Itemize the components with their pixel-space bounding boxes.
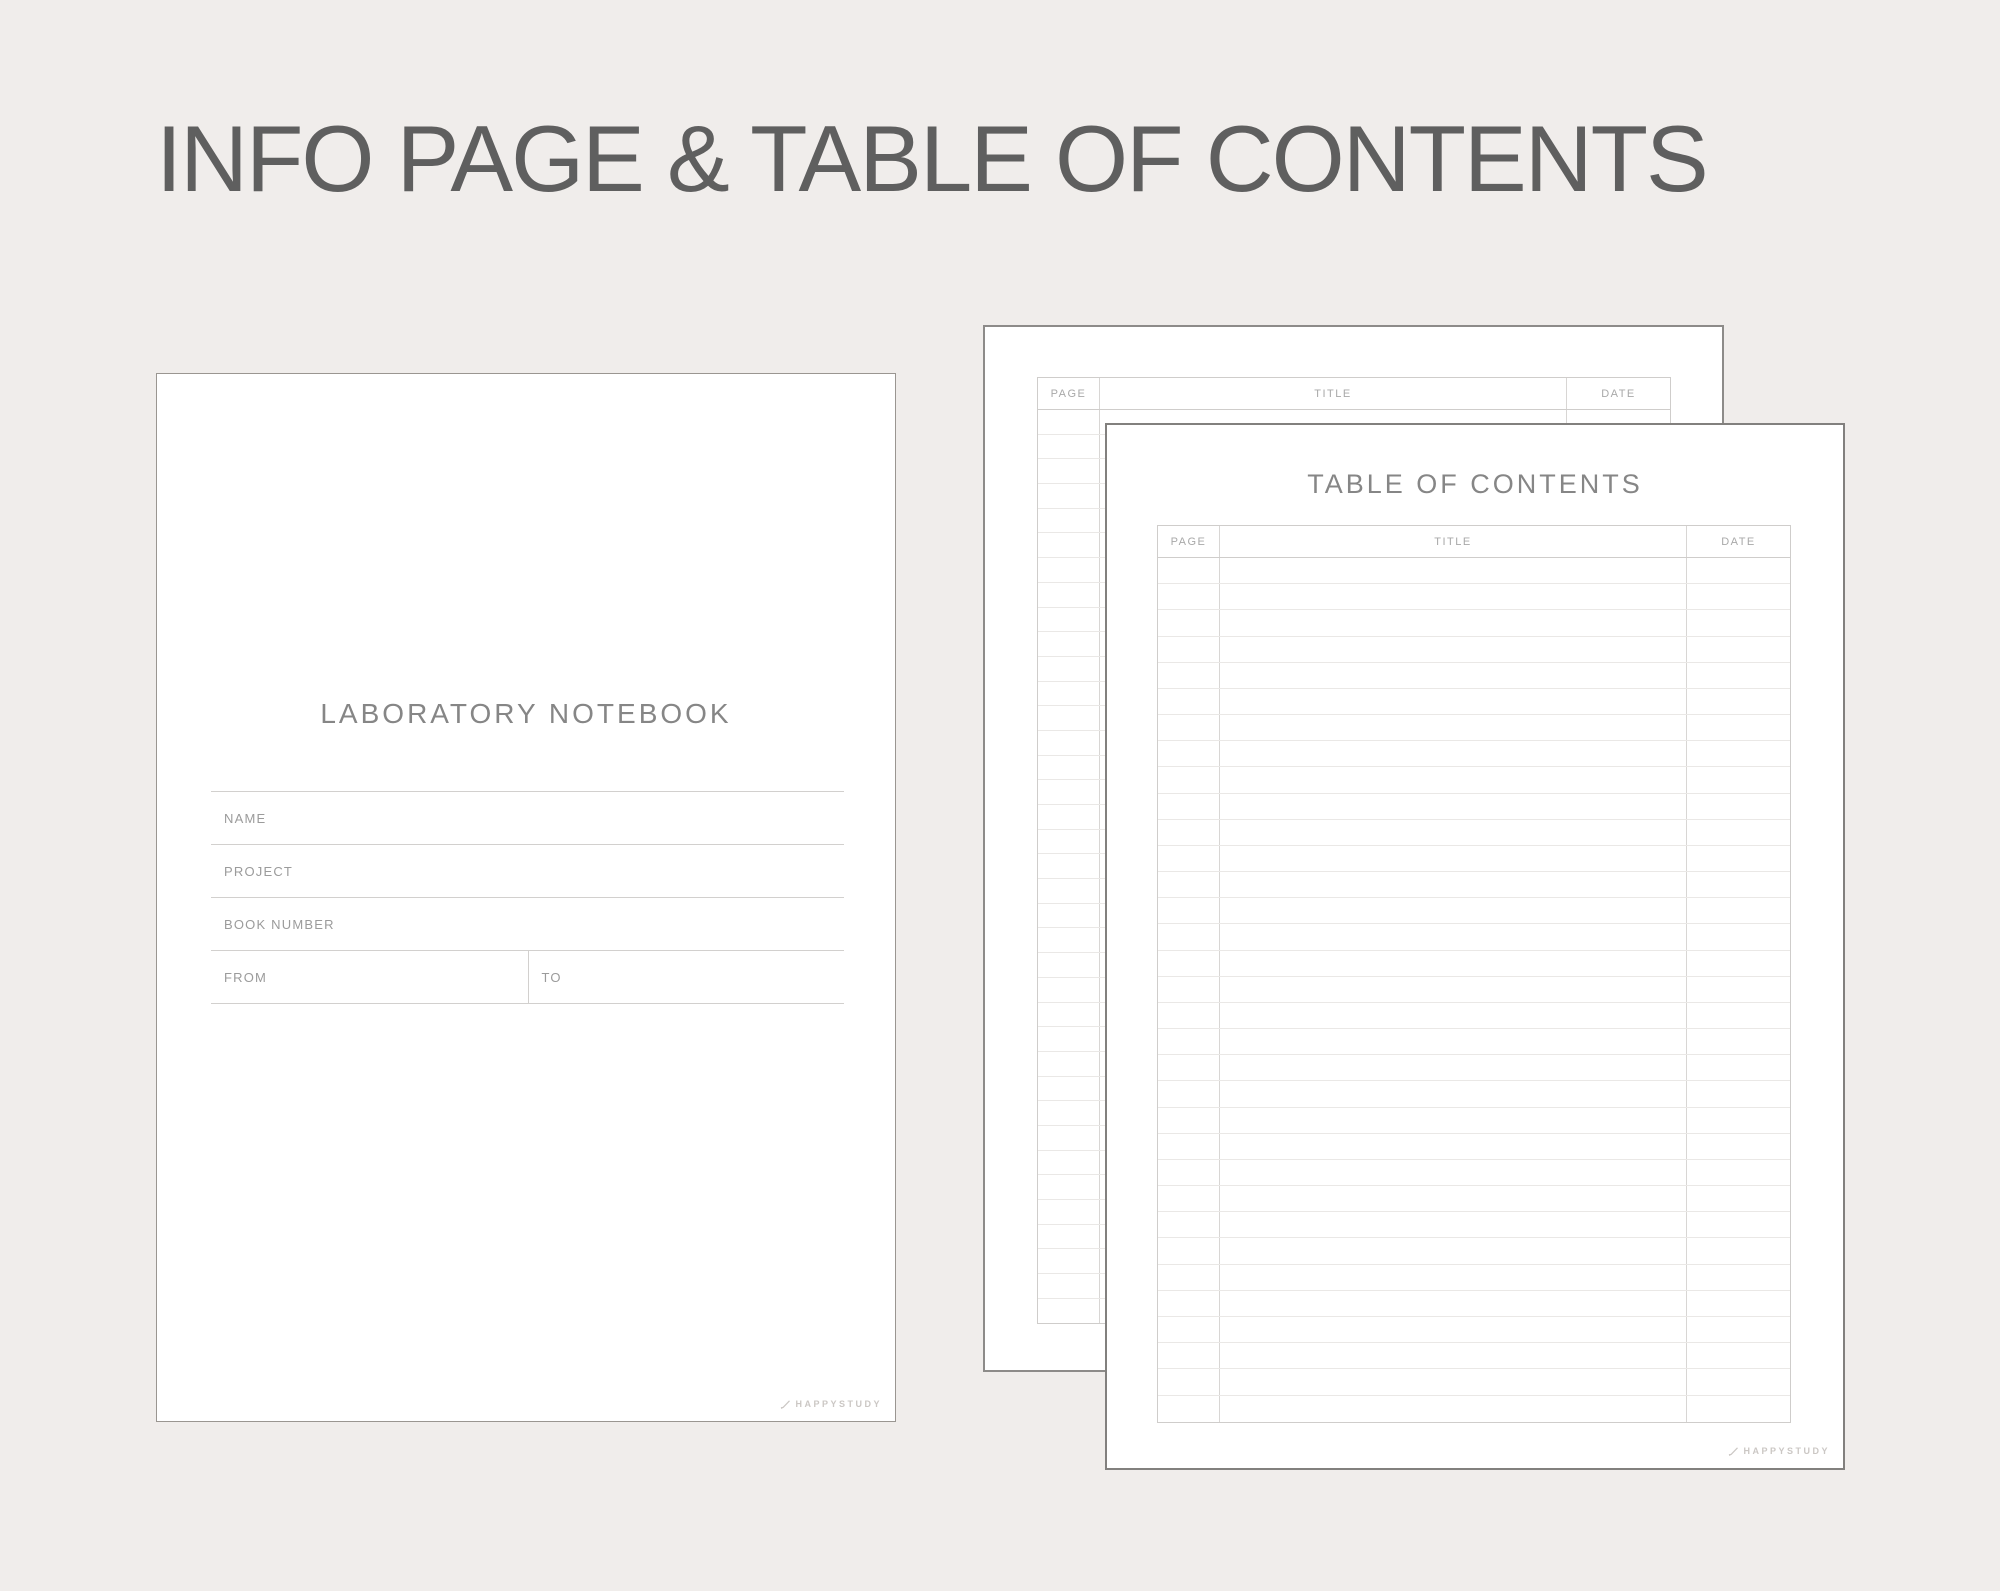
table-cell (1158, 663, 1220, 688)
table-cell (1687, 1343, 1790, 1368)
field-label-from: FROM (224, 969, 268, 985)
table-cell (1038, 459, 1100, 483)
table-cell (1687, 1396, 1790, 1422)
table-cell (1038, 558, 1100, 582)
field-name (211, 792, 844, 845)
table-cell (1158, 872, 1220, 897)
table-cell (1220, 689, 1687, 714)
table-cell (1158, 846, 1220, 871)
table-row (1158, 767, 1790, 793)
table-cell (1038, 830, 1100, 854)
table-row (1158, 1369, 1790, 1395)
table-cell (1687, 1317, 1790, 1342)
table-cell (1687, 1212, 1790, 1237)
table-row (1158, 558, 1790, 584)
table-cell (1158, 637, 1220, 662)
table-cell (1220, 767, 1687, 792)
table-cell (1687, 741, 1790, 766)
field-to (528, 951, 845, 1003)
table-cell (1687, 1055, 1790, 1080)
table-cell (1220, 820, 1687, 845)
table-cell (1687, 1186, 1790, 1211)
table-cell (1687, 610, 1790, 635)
field-from (211, 951, 528, 1003)
table-cell (1220, 1081, 1687, 1106)
table-row (1158, 794, 1790, 820)
table-row (1158, 898, 1790, 924)
table-cell (1220, 872, 1687, 897)
table-row (1158, 951, 1790, 977)
table-cell (1220, 663, 1687, 688)
table-row (1158, 924, 1790, 950)
table-cell (1687, 898, 1790, 923)
table-cell (1220, 846, 1687, 871)
table-cell (1687, 1160, 1790, 1185)
brand-name: HAPPYSTUDY (1743, 1446, 1830, 1456)
column-header-page: PAGE (1158, 526, 1220, 557)
info-page (156, 373, 896, 1422)
page-title: INFO PAGE & TABLE OF CONTENTS (156, 106, 1707, 211)
table-cell (1687, 715, 1790, 740)
table-row (1158, 977, 1790, 1003)
table-cell (1038, 583, 1100, 607)
table-cell (1038, 1249, 1100, 1273)
table-cell (1038, 657, 1100, 681)
table-cell (1158, 1317, 1220, 1342)
table-cell (1220, 741, 1687, 766)
table-row (1158, 1265, 1790, 1291)
table-cell (1038, 805, 1100, 829)
table-cell (1038, 682, 1100, 706)
toc-table-header (1158, 526, 1790, 558)
table-cell (1220, 1212, 1687, 1237)
table-row (1158, 741, 1790, 767)
table-cell (1220, 558, 1687, 583)
table-row (1158, 846, 1790, 872)
table-cell (1687, 663, 1790, 688)
table-row (1158, 1396, 1790, 1422)
table-cell (1687, 584, 1790, 609)
table-cell (1687, 872, 1790, 897)
table-row (1158, 872, 1790, 898)
table-cell (1038, 1151, 1100, 1175)
table-cell (1687, 1108, 1790, 1133)
table-cell (1220, 1029, 1687, 1054)
toc-page-front (1105, 423, 1845, 1470)
table-cell (1687, 767, 1790, 792)
table-cell (1158, 558, 1220, 583)
table-cell (1220, 610, 1687, 635)
table-cell (1687, 637, 1790, 662)
table-cell (1158, 1343, 1220, 1368)
table-cell (1687, 846, 1790, 871)
table-cell (1687, 1238, 1790, 1263)
column-header-date: DATE (1721, 535, 1756, 548)
table-cell (1158, 1186, 1220, 1211)
table-cell (1038, 509, 1100, 533)
table-cell (1220, 637, 1687, 662)
table-cell (1038, 706, 1100, 730)
table-row (1158, 1186, 1790, 1212)
table-row (1158, 1108, 1790, 1134)
table-cell (1220, 794, 1687, 819)
table-cell (1038, 1225, 1100, 1249)
table-cell (1038, 780, 1100, 804)
table-cell (1687, 1029, 1790, 1054)
table-cell (1220, 1396, 1687, 1422)
brand-name: HAPPYSTUDY (795, 1399, 882, 1409)
table-cell (1158, 1160, 1220, 1185)
toc-table (1157, 525, 1791, 1423)
column-header-title: TITLE (1220, 526, 1687, 557)
table-cell (1158, 977, 1220, 1002)
happystudy-logo (1728, 1446, 1830, 1456)
table-cell (1038, 533, 1100, 557)
table-cell (1038, 879, 1100, 903)
table-cell (1687, 558, 1790, 583)
field-label-book-number: BOOK NUMBER (224, 916, 335, 932)
field-label-to: TO (541, 969, 562, 985)
pencil-mark-icon (1728, 1447, 1739, 1456)
table-cell (1038, 1274, 1100, 1298)
table-cell (1687, 1369, 1790, 1394)
table-cell (1038, 1126, 1100, 1150)
table-cell (1687, 820, 1790, 845)
table-cell (1038, 756, 1100, 780)
info-fields (211, 791, 844, 1004)
table-row (1158, 715, 1790, 741)
table-cell (1158, 715, 1220, 740)
table-cell (1220, 951, 1687, 976)
pencil-mark-icon (780, 1400, 791, 1409)
table-cell (1220, 977, 1687, 1002)
table-cell (1687, 1291, 1790, 1316)
table-cell (1158, 898, 1220, 923)
table-cell (1687, 1134, 1790, 1159)
table-cell (1687, 1081, 1790, 1106)
table-cell (1220, 1291, 1687, 1316)
table-row (1158, 1343, 1790, 1369)
table-cell (1158, 1212, 1220, 1237)
table-row (1158, 1212, 1790, 1238)
table-cell (1687, 924, 1790, 949)
table-cell (1687, 951, 1790, 976)
table-cell (1038, 953, 1100, 977)
table-cell (1038, 1200, 1100, 1224)
table-row (1158, 663, 1790, 689)
table-cell (1038, 1052, 1100, 1076)
column-header-date: DATE (1601, 387, 1636, 400)
table-cell (1038, 632, 1100, 656)
happystudy-logo (780, 1399, 882, 1409)
info-page-title: LABORATORY NOTEBOOK (320, 698, 732, 729)
table-cell (1220, 715, 1687, 740)
table-cell (1158, 1291, 1220, 1316)
table-row (1158, 1081, 1790, 1107)
table-cell (1220, 1160, 1687, 1185)
toc-title: TABLE OF CONTENTS (1307, 469, 1643, 499)
table-cell (1158, 1055, 1220, 1080)
table-cell (1687, 977, 1790, 1002)
table-row (1158, 689, 1790, 715)
table-cell (1158, 584, 1220, 609)
table-cell (1038, 928, 1100, 952)
table-row (1158, 610, 1790, 636)
table-row (1158, 1291, 1790, 1317)
table-cell (1158, 1003, 1220, 1028)
table-cell (1158, 924, 1220, 949)
table-cell (1038, 608, 1100, 632)
field-label-project: PROJECT (224, 863, 294, 879)
table-cell (1687, 794, 1790, 819)
table-cell (1158, 689, 1220, 714)
table-row (1158, 584, 1790, 610)
table-cell (1220, 1238, 1687, 1263)
table-cell (1220, 898, 1687, 923)
table-row (1158, 820, 1790, 846)
table-cell (1158, 794, 1220, 819)
table-cell (1220, 1343, 1687, 1368)
table-cell (1687, 1265, 1790, 1290)
table-cell (1220, 1108, 1687, 1133)
table-cell (1158, 610, 1220, 635)
table-cell (1038, 435, 1100, 459)
table-cell (1038, 1027, 1100, 1051)
table-cell (1220, 1003, 1687, 1028)
table-cell (1038, 731, 1100, 755)
table-cell (1158, 1396, 1220, 1422)
table-cell (1038, 410, 1100, 434)
table-cell (1158, 767, 1220, 792)
table-cell (1687, 1003, 1790, 1028)
table-row (1158, 1055, 1790, 1081)
table-cell (1158, 1081, 1220, 1106)
table-cell (1038, 1003, 1100, 1027)
toc-table-body (1158, 558, 1790, 1422)
table-cell (1038, 978, 1100, 1002)
table-cell (1220, 924, 1687, 949)
field-from-to (211, 951, 844, 1004)
table-cell (1158, 1108, 1220, 1133)
table-cell (1158, 1238, 1220, 1263)
table-cell (1158, 951, 1220, 976)
field-project (211, 845, 844, 898)
table-cell (1158, 1265, 1220, 1290)
table-cell (1038, 1299, 1100, 1324)
table-cell (1038, 484, 1100, 508)
table-cell (1038, 1101, 1100, 1125)
field-book-number (211, 898, 844, 951)
toc-table-header (1038, 378, 1670, 410)
field-label-name: NAME (224, 810, 267, 826)
table-cell (1687, 689, 1790, 714)
table-row (1158, 1160, 1790, 1186)
table-cell (1158, 1134, 1220, 1159)
table-row (1158, 1003, 1790, 1029)
table-row (1158, 1134, 1790, 1160)
table-cell (1038, 1175, 1100, 1199)
column-header-page: PAGE (1038, 378, 1100, 409)
table-row (1158, 1238, 1790, 1264)
table-row (1158, 1317, 1790, 1343)
column-header-title: TITLE (1100, 378, 1567, 409)
table-cell (1038, 904, 1100, 928)
table-row (1158, 637, 1790, 663)
table-cell (1038, 854, 1100, 878)
table-cell (1220, 1369, 1687, 1394)
table-cell (1220, 584, 1687, 609)
table-cell (1158, 1369, 1220, 1394)
table-cell (1158, 1029, 1220, 1054)
table-cell (1038, 1077, 1100, 1101)
table-cell (1220, 1186, 1687, 1211)
table-cell (1158, 820, 1220, 845)
table-row (1158, 1029, 1790, 1055)
table-cell (1220, 1265, 1687, 1290)
table-cell (1158, 741, 1220, 766)
table-cell (1220, 1134, 1687, 1159)
table-cell (1220, 1317, 1687, 1342)
table-cell (1220, 1055, 1687, 1080)
